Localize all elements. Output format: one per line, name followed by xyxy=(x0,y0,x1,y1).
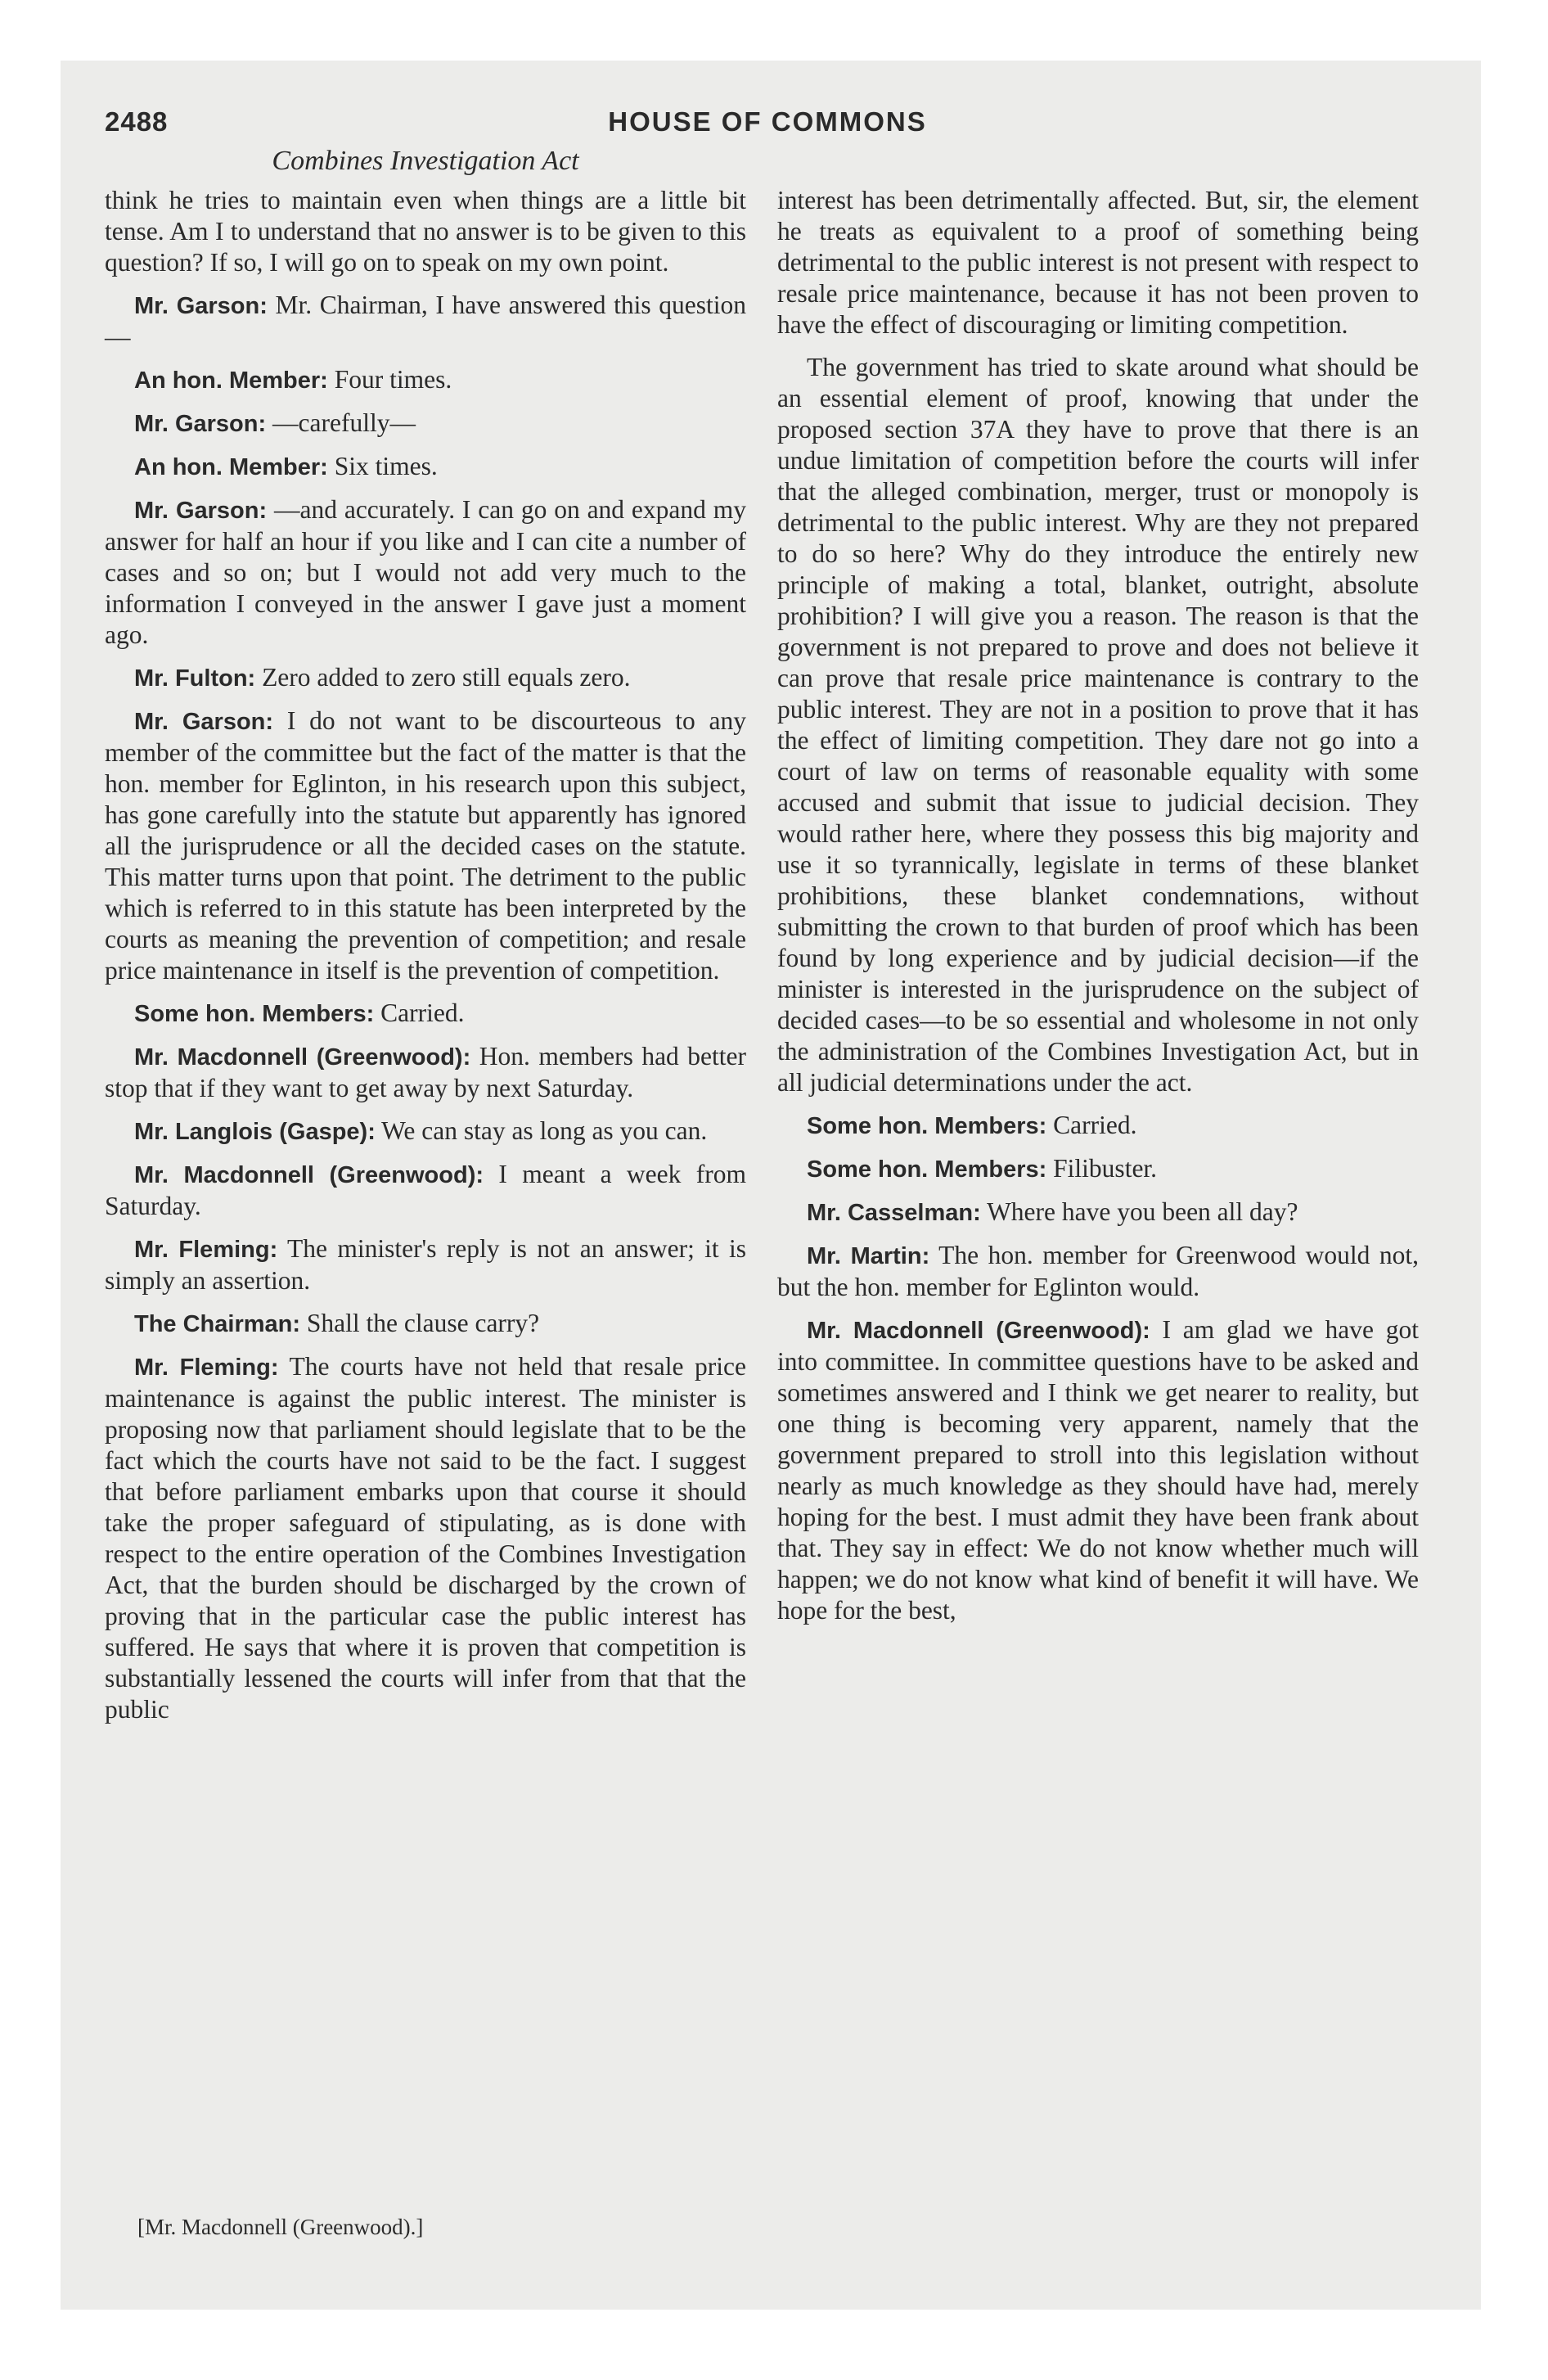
right-column xyxy=(777,185,1419,1638)
running-title: HOUSE OF COMMONS xyxy=(608,106,927,137)
speech-text: I do not want to be discourteous to any member of the committee but the fact of the matter is that the hon. member for Eglinton, in his research upon this subject, has gone carefully into the statute but apparently has ignored all the jurisprudence or all the decided cases on the statute. This matter turns upon that point. The detriment to the public which is referred to in this statute has been interpreted by the courts as meaning the prevention of competition; and resale price maintenance in itself is the prevention of competition. xyxy=(105,706,746,985)
speaker-name: Mr. Fulton: xyxy=(134,665,256,692)
speaker-name: Some hon. Members: xyxy=(134,1001,375,1027)
speech-text: Zero added to zero still equals zero. xyxy=(255,663,631,692)
speaker-name: Some hon. Members: xyxy=(807,1156,1047,1183)
speaker-name: Mr. Casselman: xyxy=(807,1200,981,1226)
speech-text: The hon. member for Greenwood would not, but the hon. member for Eglinton would. xyxy=(777,1241,1419,1301)
speech-text: —and accurately. I can go on and expand my answer for half an hour if you like and I can cite a number of cases and so on; but I would not add very much to the information I conveyed in the answer I gave just a moment ago. xyxy=(105,495,746,649)
speaker-name: Mr. Garson: xyxy=(134,411,267,437)
paragraph xyxy=(777,1110,1419,1142)
speech-text: Mr. Chairman, I have answered this question— xyxy=(105,291,746,351)
paragraph xyxy=(105,1159,746,1222)
footer-attribution: [Mr. Macdonnell (Greenwood).] xyxy=(137,2215,424,2239)
paragraph xyxy=(777,1197,1419,1228)
paragraph xyxy=(105,705,746,986)
speaker-name: Mr. Garson: xyxy=(134,293,268,319)
left-column xyxy=(105,185,746,1737)
paragraph xyxy=(105,364,746,396)
paragraph xyxy=(105,1351,746,1725)
speaker-name: Mr. Martin: xyxy=(807,1243,930,1269)
speech-text: I meant a week from Saturday. xyxy=(105,1160,746,1220)
speech-text: think he tries to maintain even when things are a little bit tense. Am I to understand that no answer is to be given to this question? If so, I will go on to speak on my own point. xyxy=(105,186,746,277)
paragraph xyxy=(105,185,746,278)
speech-text: Filibuster. xyxy=(1046,1154,1158,1183)
speech-text: The minister's reply is not an answer; it is simply an assertion. xyxy=(105,1234,746,1295)
speech-text: Six times. xyxy=(327,452,438,480)
paragraph xyxy=(105,290,746,353)
paragraph xyxy=(777,1314,1419,1626)
speech-text: We can stay as long as you can. xyxy=(375,1116,708,1145)
speech-text: The government has tried to skate around what should be an essential element of proof, knowing that under the proposed section 37A they have to prove that there is an undue limitation of competition before the courts will infer that the alleged combination, merger, trust or monopoly is detrimental to the public interest. Why are they not prepared to do so here? Why do they introduce the entirely new principle of making a total, blanket, outright, absolute prohibition? I will give you a reason. The reason is that the government is not prepared to prove and does not believe it can prove that resale price maintenance is contrary to the public interest. They are not in a position to prove that it has the effect of limiting competition. They dare not go into a court of law on terms of reasonable equality with some accused and submit that issue to judicial decision. They would rather here, where they possess this big majority and use it so tyrannically, legislate in terms of these blanket prohibitions, these blanket condemnations, without submitting the crown to that burden of proof which has been found by long experience and by judicial decision—if the minister is interested in the jurisprudence on the subject of decided cases—to be so essential and wholesome in not only the administration of the Combines Investigation Act, but in all judicial determinations under the act. xyxy=(777,353,1419,1097)
speaker-name: An hon. Member: xyxy=(134,454,328,480)
paragraph xyxy=(777,1240,1419,1303)
paragraph xyxy=(105,1041,746,1104)
paragraph xyxy=(105,1308,746,1340)
paragraph xyxy=(777,1153,1419,1185)
speaker-name: Mr. Macdonnell (Greenwood): xyxy=(807,1318,1150,1344)
speech-text: Four times. xyxy=(327,365,452,394)
speaker-name: Mr. Macdonnell (Greenwood): xyxy=(134,1044,471,1071)
paragraph xyxy=(105,451,746,483)
speaker-name: Some hon. Members: xyxy=(807,1113,1047,1139)
paragraph xyxy=(777,352,1419,1098)
section-subtitle: Combines Investigation Act xyxy=(272,146,579,176)
speech-text: Shall the clause carry? xyxy=(300,1309,540,1337)
paragraph xyxy=(777,185,1419,340)
speaker-name: Mr. Garson: xyxy=(134,498,268,524)
speech-text: Carried. xyxy=(1046,1111,1137,1139)
paragraph xyxy=(105,494,746,651)
speaker-name: Mr. Fleming: xyxy=(134,1355,279,1381)
speech-text: I am glad we have got into committee. In committee questions have to be asked and sometimes answered and I think we get nearer to reality, but one thing is becoming very apparent, namely that the government prepared to stroll into this legislation without nearly as much knowledge as they should have had, merely hoping for the best. I must admit they have been frank about that. They say in effect: We do not know whether much will happen; we do not know what kind of benefit it will have. We hope for the best, xyxy=(777,1315,1420,1625)
speaker-name: The Chairman: xyxy=(134,1311,301,1337)
speaker-name: An hon. Member: xyxy=(134,367,328,394)
paragraph xyxy=(105,662,746,694)
speech-text: The courts have not held that resale price maintenance is against the public interest. The minister is proposing now that parliament should legislate that to be the fact which the courts have not said to be the fact. I suggest that before parliament embarks upon that course it should take the proper safeguard of stipulating, as is done with respect to the entire operation of the Combines Investigation Act, that the burden should be discharged by the crown of proving that in the particular case the public interest has suffered. He says that where it is proven that competition is substantially lessened the courts will infer from that that the public xyxy=(105,1352,746,1724)
speaker-name: Mr. Garson: xyxy=(134,709,274,735)
speech-text: interest has been detrimentally affected. But, sir, the element he treats as equivalent to a proof of something being detrimental to the public interest is not present with respect to resale price maintenance, because it has not been proven to have the effect of discouraging or limiting competition. xyxy=(777,186,1419,339)
paragraph xyxy=(105,408,746,439)
speaker-name: Mr. Fleming: xyxy=(134,1237,278,1263)
speech-text: Where have you been all day? xyxy=(980,1197,1298,1226)
paragraph xyxy=(105,1233,746,1296)
paragraph xyxy=(105,1116,746,1147)
speech-text: Carried. xyxy=(374,998,465,1027)
page-number: 2488 xyxy=(105,106,169,137)
speaker-name: Mr. Langlois (Gaspe): xyxy=(134,1119,376,1145)
speech-text: Hon. members had better stop that if they want to get away by next Saturday. xyxy=(105,1042,746,1102)
speech-text: —carefully— xyxy=(266,408,416,437)
page-header xyxy=(105,106,1430,139)
speaker-name: Mr. Macdonnell (Greenwood): xyxy=(134,1162,484,1188)
paragraph xyxy=(105,998,746,1030)
